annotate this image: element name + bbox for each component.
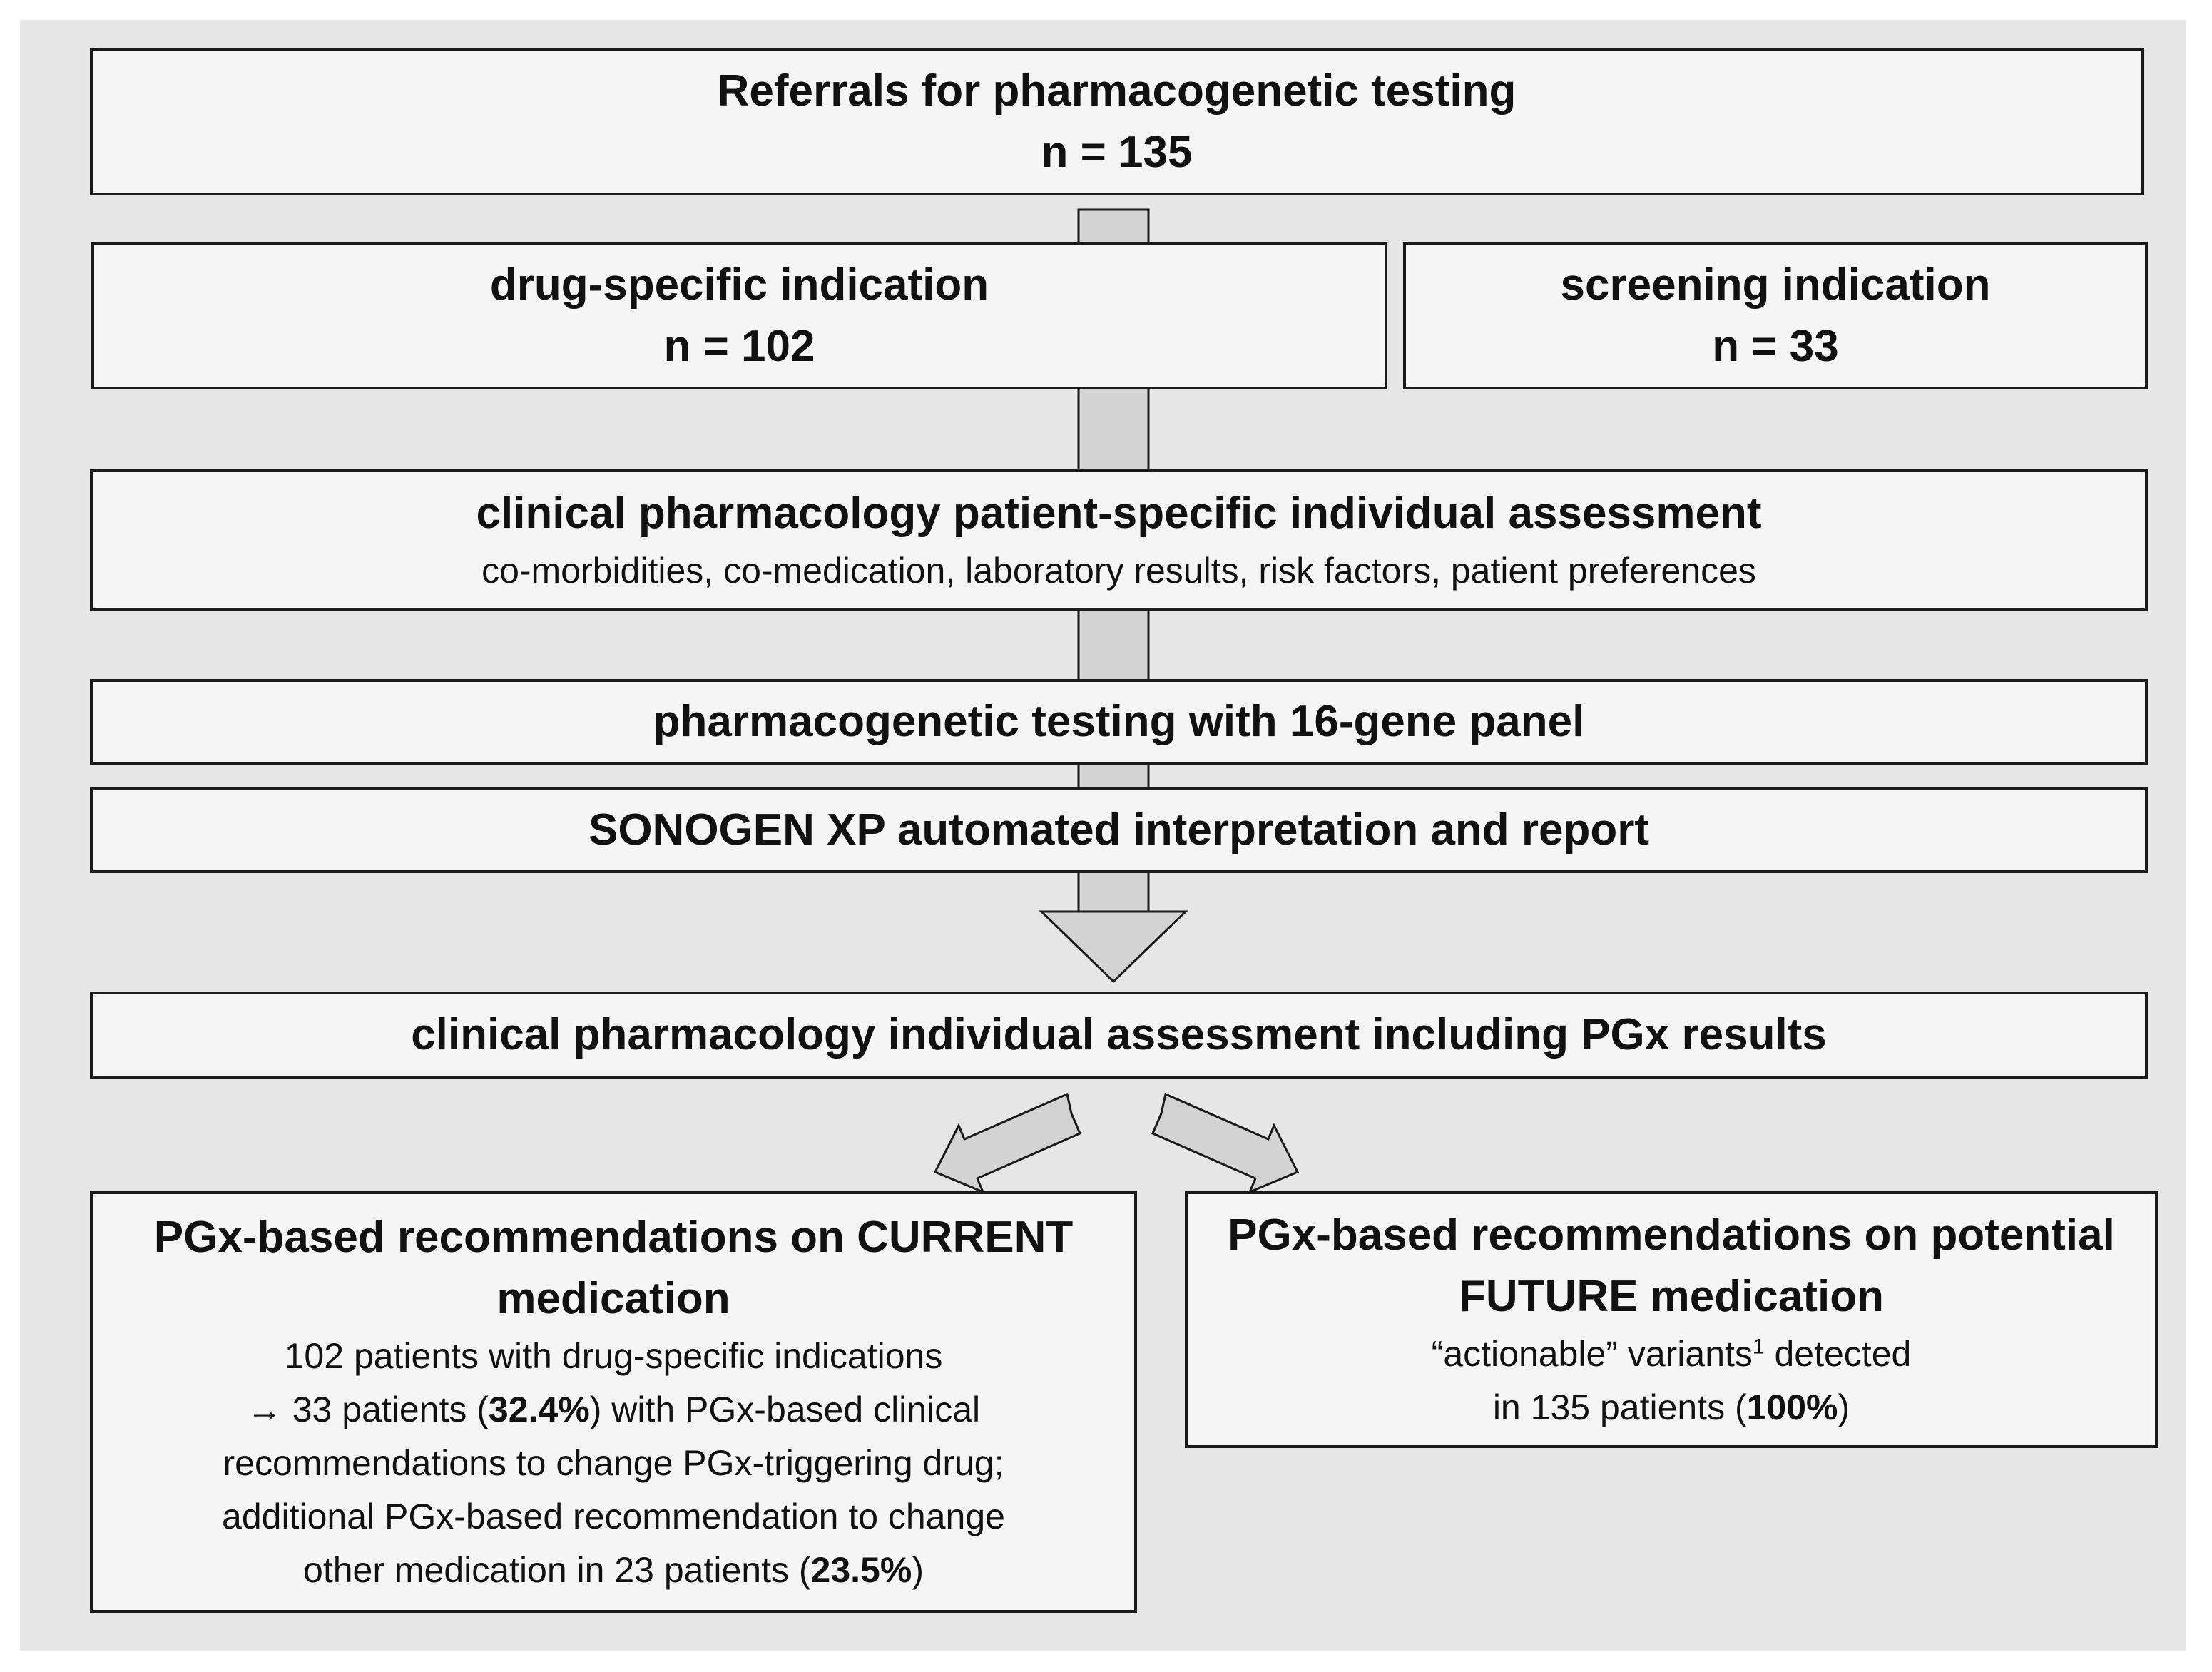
- left-branch-arrow: [935, 1094, 1080, 1192]
- referrals-count: n = 135: [1041, 127, 1193, 177]
- testing-box: [90, 679, 2148, 765]
- pgx-assessment-title: clinical pharmacology individual assessment including PGx results: [411, 1010, 1827, 1060]
- current-medication-box: [90, 1191, 1137, 1613]
- screening-box: [1403, 242, 2148, 389]
- referrals-title: Referrals for pharmacogenetic testing: [717, 66, 1517, 116]
- future-line1: “actionable” variants$^1$ detected: [1431, 1333, 1912, 1374]
- current-line1: 102 patients with drug-specific indications: [284, 1335, 943, 1376]
- right-branch-arrow: [1153, 1094, 1298, 1192]
- current-title-line2: medication: [496, 1274, 730, 1323]
- future-medication-box: [1185, 1191, 2158, 1448]
- pgx-assessment-box: [90, 992, 2148, 1079]
- screening-count: n = 33: [1712, 321, 1839, 371]
- assessment-title: clinical pharmacology patient-specific individual assessment: [476, 489, 1762, 539]
- drug-specific-count: n = 102: [663, 321, 815, 371]
- screening-title: screening indication: [1560, 260, 1991, 310]
- testing-title: pharmacogenetic testing with 16-gene panel: [653, 697, 1585, 747]
- report-box: [90, 787, 2148, 873]
- assessment-subtitle: co-morbidities, co-medication, laboratory results, risk factors, patient preferences: [481, 550, 1756, 591]
- current-title-line1: PGx-based recommendations on CURRENT: [153, 1213, 1074, 1263]
- assessment-box: [90, 469, 2148, 611]
- current-line5: other medication in 23 patients (23.5%): [303, 1549, 924, 1590]
- drug-specific-box: [91, 242, 1387, 389]
- future-line2: in 135 patients (100%): [1492, 1387, 1850, 1427]
- current-line4: additional PGx-based recommendation to change: [222, 1496, 1005, 1536]
- future-title-line1: PGx-based recommendations on potential: [1228, 1210, 2115, 1260]
- drug-specific-title: drug-specific indication: [489, 260, 989, 310]
- future-title-line2: FUTURE medication: [1459, 1272, 1884, 1321]
- report-title: SONOGEN XP automated interpretation and report: [588, 805, 1650, 855]
- main-flow-arrowhead: [1041, 912, 1186, 982]
- current-line2: → 33 patients (32.4%) with PGx-based clinical: [246, 1389, 981, 1429]
- referrals-box: [90, 48, 2144, 195]
- current-line3: recommendations to change PGx-triggering drug;: [223, 1442, 1004, 1483]
